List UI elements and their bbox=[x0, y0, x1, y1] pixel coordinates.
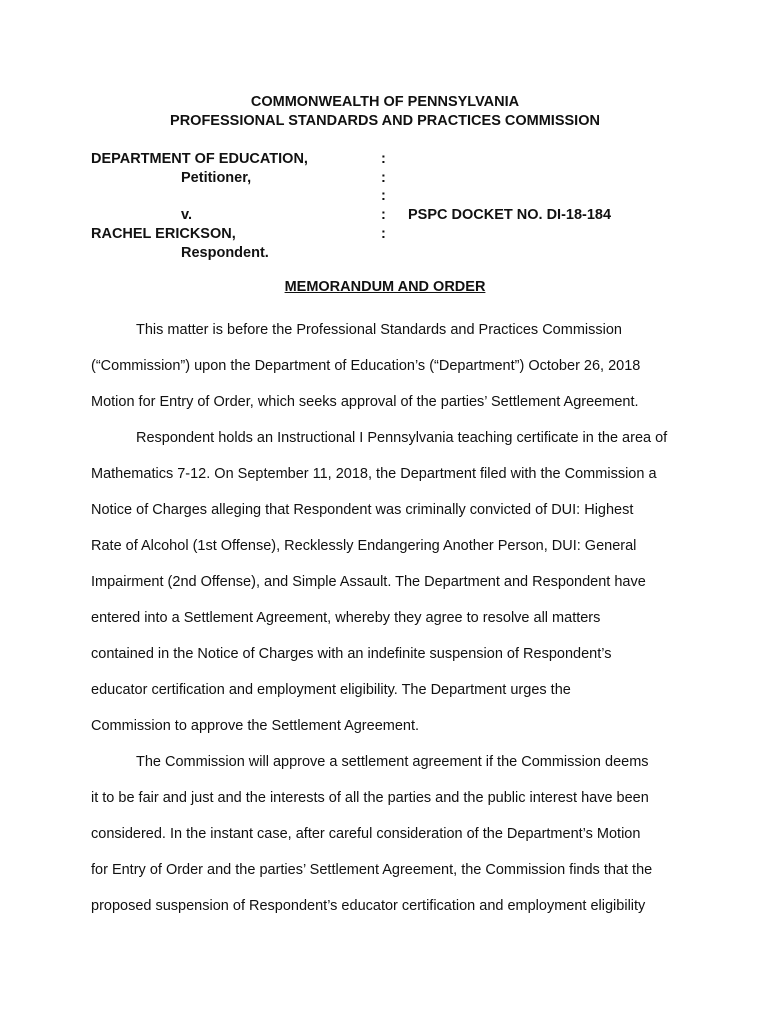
text-line: (“Commission”) upon the Department of Education’s (“Department”) October 26, 2018 bbox=[91, 358, 641, 374]
text-line: considered. In the instant case, after careful consideration of the Department’s Motion bbox=[91, 826, 641, 842]
paragraph bbox=[91, 420, 691, 744]
respondent-role: Respondent. bbox=[181, 245, 269, 261]
text-line: Notice of Charges alleging that Respondent was criminally convicted of DUI: Highest bbox=[91, 502, 634, 518]
text-line: for Entry of Order and the parties’ Settlement Agreement, the Commission finds that the bbox=[91, 862, 653, 878]
caption-colon: : bbox=[381, 151, 386, 167]
memorandum-body bbox=[91, 312, 691, 924]
petitioner-name: DEPARTMENT OF EDUCATION, bbox=[91, 151, 308, 167]
memorandum-title: MEMORANDUM AND ORDER bbox=[284, 279, 486, 295]
text-line: contained in the Notice of Charges with an indefinite suspension of Respondent’s bbox=[91, 646, 612, 662]
paragraph bbox=[91, 312, 691, 420]
text-line: entered into a Settlement Agreement, whereby they agree to resolve all matters bbox=[91, 610, 601, 626]
text-line: The Commission will approve a settlement agreement if the Commission deems bbox=[136, 754, 649, 770]
text-line: Commission to approve the Settlement Agreement. bbox=[91, 718, 420, 734]
text-line: Motion for Entry of Order, which seeks approval of the parties’ Settlement Agreement. bbox=[91, 394, 639, 410]
text-line: it to be fair and just and the interests of all the parties and the public interest have been bbox=[91, 790, 649, 806]
text-line: proposed suspension of Respondent’s educator certification and employment eligibility bbox=[91, 898, 646, 914]
petitioner-role: Petitioner, bbox=[181, 170, 252, 186]
respondent-name: RACHEL ERICKSON, bbox=[91, 226, 236, 242]
paragraph bbox=[91, 744, 691, 924]
text-line: Rate of Alcohol (1st Offense), Recklessly Endangering Another Person, DUI: General bbox=[91, 538, 637, 554]
header-commonwealth: COMMONWEALTH OF PENNSYLVANIA bbox=[250, 94, 520, 110]
header-commission: PROFESSIONAL STANDARDS AND PRACTICES COMMISSION bbox=[170, 113, 600, 129]
text-line: This matter is before the Professional Standards and Practices Commission bbox=[136, 322, 622, 338]
caption-colon: : bbox=[381, 226, 386, 242]
caption-colon: : bbox=[381, 188, 386, 204]
docket-number: PSPC DOCKET NO. DI-18-184 bbox=[408, 207, 612, 223]
text-line: Impairment (2nd Offense), and Simple Assault. The Department and Respondent have bbox=[91, 574, 646, 590]
caption-colon: : bbox=[381, 207, 386, 223]
caption-colon: : bbox=[381, 170, 386, 186]
text-line: educator certification and employment eligibility. The Department urges the bbox=[91, 682, 571, 698]
text-line: Respondent holds an Instructional I Pennsylvania teaching certificate in the area of bbox=[136, 430, 668, 446]
versus: v. bbox=[181, 207, 193, 223]
text-line: Mathematics 7-12. On September 11, 2018, the Department filed with the Commission a bbox=[91, 466, 657, 482]
